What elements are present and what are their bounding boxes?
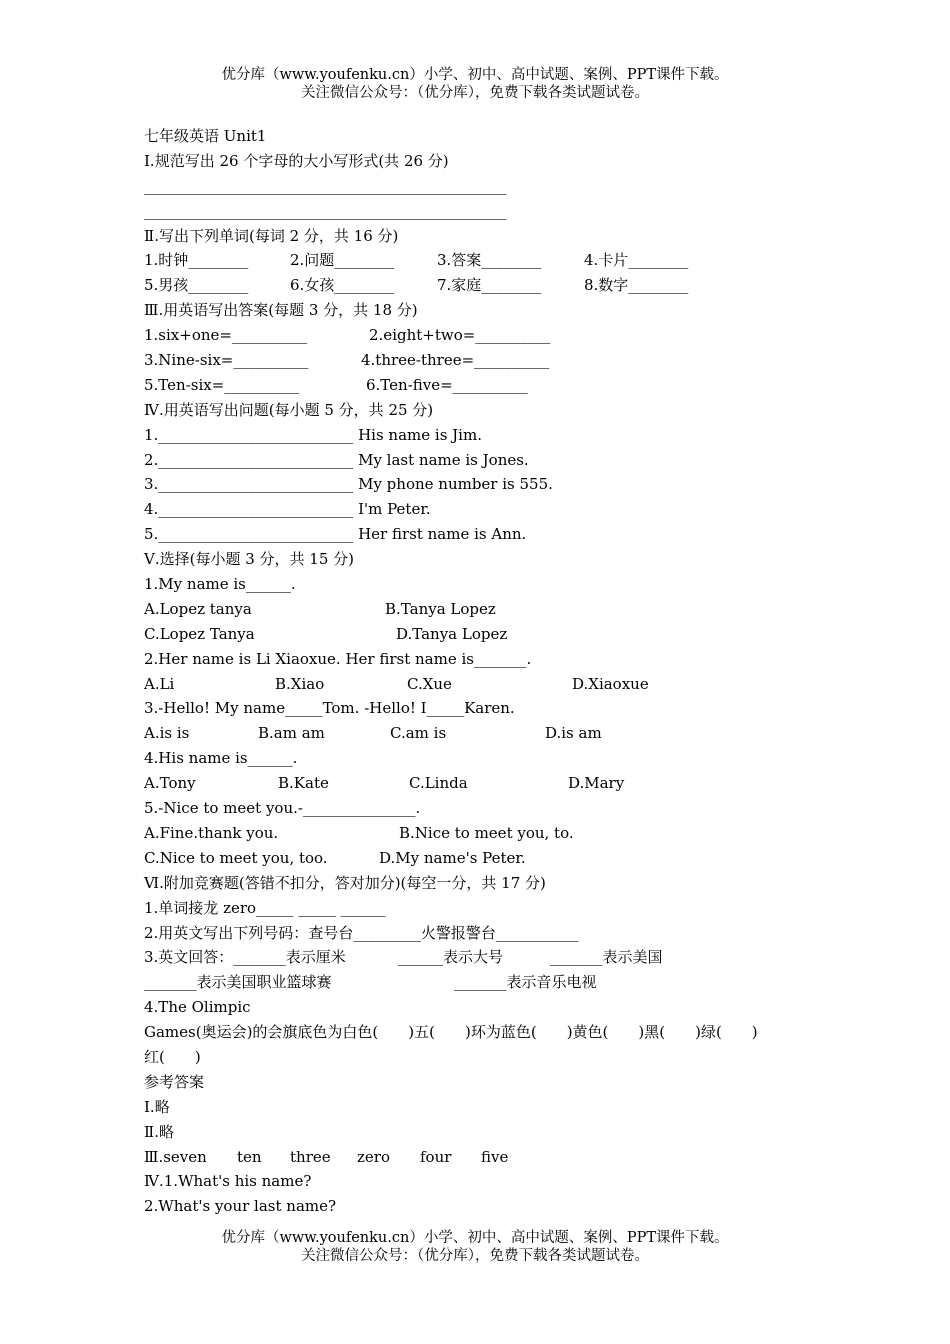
word-item: 3.答案________ bbox=[437, 251, 542, 270]
mc-question-4-stem: 4.His name is______. bbox=[144, 749, 298, 768]
mc-question-1-options-ab bbox=[144, 597, 824, 622]
math-item: 4.three-three=__________ bbox=[361, 351, 550, 370]
option-a: A.Tony bbox=[144, 774, 196, 793]
bonus-blank: 3.英文回答：_______表示厘米 bbox=[144, 948, 346, 967]
bonus-item-4-line-2: Games(奥运会)的会旗底色为白色( )五( )环为蓝色( )黄色( )黑( )绿( ) bbox=[144, 1023, 758, 1042]
section-2-heading: Ⅱ.写出下列单词(每词 2 分，共 16 分) bbox=[144, 226, 399, 245]
question-item: 5.__________________________ Her first name is Ann. bbox=[144, 525, 527, 544]
answer-word: ten bbox=[237, 1147, 262, 1166]
mc-question-1-options-cd bbox=[144, 622, 824, 647]
answer-word: Ⅲ.seven bbox=[144, 1147, 207, 1166]
option-a: A.Li bbox=[144, 674, 175, 693]
mc-question-3-options bbox=[144, 721, 824, 746]
answers-heading: 参考答案 bbox=[144, 1072, 205, 1091]
bonus-blank: ______表示大号 bbox=[398, 948, 504, 967]
option-d: D.Tanya Lopez bbox=[396, 624, 508, 643]
answer-rule-2: ___________________________________________________ bbox=[144, 201, 507, 220]
bonus-blank: _______表示美国 bbox=[550, 948, 663, 967]
word-item: 1.时钟________ bbox=[144, 251, 249, 270]
section-3-heading: Ⅲ.用英语写出答案(每题 3 分，共 18 分) bbox=[144, 301, 418, 320]
option-d: D.My name's Peter. bbox=[379, 848, 526, 867]
answer-rule-1: ___________________________________________________ bbox=[144, 176, 507, 195]
word-item: 6.女孩________ bbox=[290, 276, 395, 295]
option-b: B.Xiao bbox=[275, 674, 325, 693]
question-item: 1.__________________________ His name is Jim. bbox=[144, 425, 482, 444]
word-item: 7.家庭________ bbox=[437, 276, 542, 295]
header-line-2: 关注微信公众号：（优分库），免费下载各类试题试卷。 bbox=[301, 85, 649, 101]
option-c: C.am is bbox=[390, 724, 447, 743]
answer-3 bbox=[144, 1145, 824, 1170]
document-body bbox=[144, 124, 824, 1219]
mc-question-1-stem: 1.My name is______. bbox=[144, 575, 296, 594]
math-row-3 bbox=[144, 373, 824, 398]
section-4-heading: Ⅳ.用英语写出问题(每小题 5 分，共 25 分) bbox=[144, 400, 434, 419]
math-row-2 bbox=[144, 348, 824, 373]
bonus-blank: _______表示美国职业篮球赛 bbox=[144, 973, 332, 992]
word-item: 2.问题________ bbox=[290, 251, 395, 270]
mc-question-2-stem: 2.Her name is Li Xiaoxue. Her first name is_______. bbox=[144, 649, 532, 668]
option-c: C.Nice to meet you, too. bbox=[144, 848, 328, 867]
footer-line-1: 优分库（www.youfenku.cn）小学、初中、高中试题、案例、PPT课件下载。 bbox=[221, 1230, 729, 1246]
option-c: C.Xue bbox=[407, 674, 452, 693]
section-6-heading: Ⅵ.附加竞赛题(答错不扣分，答对加分)(每空一分，共 17 分) bbox=[144, 873, 546, 892]
mc-question-5-options-ab bbox=[144, 821, 824, 846]
math-item: 2.eight+two=__________ bbox=[369, 326, 551, 345]
answer-word: three bbox=[290, 1147, 331, 1166]
footer-line-2: 关注微信公众号：（优分库），免费下载各类试题试卷。 bbox=[301, 1248, 649, 1264]
answer-4-2: 2.What's your last name? bbox=[144, 1197, 337, 1216]
answer-word: four bbox=[420, 1147, 452, 1166]
document-title: 七年级英语 Unit1 bbox=[144, 127, 267, 145]
option-b: B.am am bbox=[258, 724, 325, 743]
word-item: 8.数字________ bbox=[584, 276, 689, 295]
mc-question-2-options bbox=[144, 672, 824, 697]
word-item: 4.卡片________ bbox=[584, 251, 689, 270]
bonus-item-3-row-2 bbox=[144, 970, 824, 995]
math-item: 5.Ten-six=__________ bbox=[144, 375, 300, 394]
option-d: D.is am bbox=[545, 724, 602, 743]
option-b: B.Tanya Lopez bbox=[385, 599, 496, 618]
page-footer bbox=[0, 1229, 950, 1265]
answer-word: five bbox=[481, 1147, 509, 1166]
option-a: A.Lopez tanya bbox=[144, 599, 252, 618]
option-b: B.Nice to meet you, to. bbox=[399, 823, 574, 842]
math-item: 1.six+one=__________ bbox=[144, 326, 307, 345]
word-row-2 bbox=[144, 273, 824, 298]
answer-2: Ⅱ.略 bbox=[144, 1122, 174, 1141]
answer-word: zero bbox=[357, 1147, 390, 1166]
bonus-item-1: 1.单词接龙 zero_____ _____ ______ bbox=[144, 898, 386, 917]
math-item: 3.Nine-six=__________ bbox=[144, 351, 309, 370]
option-c: C.Linda bbox=[409, 774, 468, 793]
option-c: C.Lopez Tanya bbox=[144, 624, 255, 643]
bonus-item-2: 2.用英文写出下列号码：查号台_________火警报警台___________ bbox=[144, 923, 579, 942]
option-d: D.Mary bbox=[568, 774, 625, 793]
option-b: B.Kate bbox=[278, 774, 329, 793]
option-d: D.Xiaoxue bbox=[572, 674, 649, 693]
section-5-heading: Ⅴ.选择(每小题 3 分，共 15 分) bbox=[144, 550, 355, 569]
mc-question-5-stem: 5.-Nice to meet you.-_______________. bbox=[144, 799, 421, 818]
bonus-item-4-line-3: 红( ) bbox=[144, 1047, 201, 1066]
page-header bbox=[0, 66, 950, 102]
mc-question-3-stem: 3.-Hello! My name_____Tom. -Hello! I_____Karen. bbox=[144, 699, 515, 718]
math-item: 6.Ten-five=__________ bbox=[366, 375, 528, 394]
question-item: 4.__________________________ I'm Peter. bbox=[144, 500, 431, 519]
mc-question-4-options bbox=[144, 771, 824, 796]
question-item: 3.__________________________ My phone number is 555. bbox=[144, 475, 553, 494]
word-item: 5.男孩________ bbox=[144, 276, 249, 295]
bonus-item-4-line-1: 4.The Olimpic bbox=[144, 998, 251, 1017]
option-a: A.Fine.thank you. bbox=[144, 823, 279, 842]
question-item: 2.__________________________ My last name is Jones. bbox=[144, 450, 529, 469]
section-1-heading: Ⅰ.规范写出 26 个字母的大小写形式(共 26 分) bbox=[144, 151, 449, 170]
answer-1: Ⅰ.略 bbox=[144, 1097, 170, 1116]
answer-4-1: Ⅳ.1.What's his name? bbox=[144, 1172, 312, 1191]
option-a: A.is is bbox=[144, 724, 190, 743]
word-row-1 bbox=[144, 248, 824, 273]
math-row-1 bbox=[144, 323, 824, 348]
bonus-blank: _______表示音乐电视 bbox=[454, 973, 597, 992]
header-line-1: 优分库（www.youfenku.cn）小学、初中、高中试题、案例、PPT课件下载。 bbox=[221, 67, 729, 83]
mc-question-5-options-cd bbox=[144, 846, 824, 871]
bonus-item-3-row-1 bbox=[144, 945, 824, 970]
